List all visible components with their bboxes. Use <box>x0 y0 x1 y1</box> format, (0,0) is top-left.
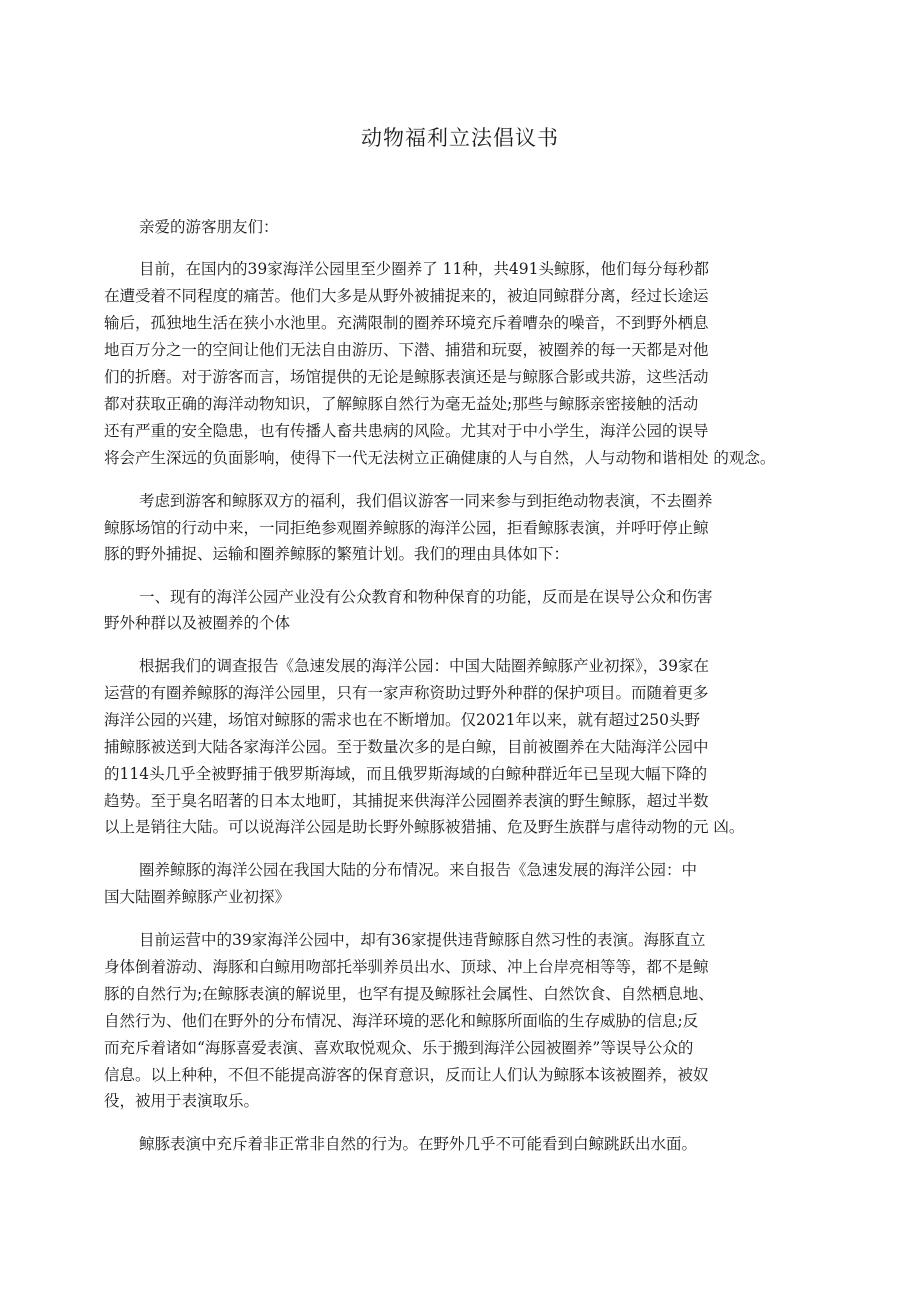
paragraph-line: 根据我们的调查报告《急速发展的海洋公园：中国大陆圈养鲸豚产业初探》，39家在 <box>139 657 709 675</box>
paragraph-line: 趋势。至于臭名昭著的日本太地町，其捕捉来供海洋公园圈养表演的野生鲸豚，超过半数 <box>104 792 709 810</box>
paragraph-line: 们的折磨。对于游客而言，场馆提供的无论是鲸豚表演还是与鲸豚合影或共游，这些活动 <box>104 368 709 386</box>
paragraph-line: 还有严重的安全隐患，也有传播人畜共患病的风险。尤其对于中小学生，海洋公园的误导 <box>104 422 709 440</box>
paragraph-line: 圈养鲸豚的海洋公园在我国大陆的分布情况。来自报告《急速发展的海洋公园：中 <box>139 861 698 879</box>
paragraph-line: 信息。以上种种，不但不能提高游客的保育意识，反而让人们认为鲸豚本该被圈养，被奴 <box>104 1066 709 1084</box>
paragraph-line: 豚的野外捕捉、运输和圈养鲸豚的繁殖计划。我们的理由具体如下： <box>104 545 570 563</box>
paragraph-line: 身体倒着游动、海豚和白鲸用吻部托举驯养员出水、顶球、冲上台岸亮相等等，都不是鲸 <box>104 958 709 976</box>
paragraph-line: 都对获取正确的海洋动物知识，了解鲸豚自然行为毫无益处;那些与鲸豚亲密接触的活动 <box>104 395 699 413</box>
paragraph-line: 输后，孤独地生活在狭小水池里。充满限制的圈养环境充斥着嘈杂的噪音，不到野外栖息 <box>104 314 709 332</box>
document-title: 动物福利立法倡议书 <box>361 126 559 150</box>
paragraph-line: 捕鲸豚被送到大陆各家海洋公园。至于数量次多的是白鲸，目前被圈养在大陆海洋公园中 <box>104 738 709 756</box>
paragraph-line: 役，被用于表演取乐。 <box>104 1092 260 1110</box>
section-heading-line: 一、现有的海洋公园产业没有公众教育和物种保育的功能，反而是在误导公众和伤害 <box>139 588 713 606</box>
paragraph-line: 海洋公园的兴建，场馆对鲸豚的需求也在不断增加。仅2021年以来，就有超过250头野 <box>104 711 701 729</box>
paragraph-line: 目前，在国内的39家海洋公园里至少圈养了 11种，共491头鲸豚，他们每分每秒都 <box>139 260 709 278</box>
paragraph-line: 目前运营中的39家海洋公园中，却有36家提供违背鲸豚自然习性的表演。海豚直立 <box>139 931 706 949</box>
paragraph-line: 国大陆圈养鲸豚产业初探》 <box>104 888 291 906</box>
paragraph-line: 豚的自然行为;在鲸豚表演的解说里，也罕有提及鲸豚社会属性、白然饮食、自然栖息地、 <box>104 985 714 1003</box>
paragraph-line: 在遭受着不同程度的痛苦。他们大多是从野外被捕捉来的，被迫同鲸群分离，经过长途运 <box>104 287 709 305</box>
paragraph-line: 鲸豚场馆的行动中来，一同拒绝参观圈养鲸豚的海洋公园，拒看鲸豚表演，并呼吁停止鲸 <box>104 519 709 537</box>
paragraph-line: 将会产生深远的负面影响，使得下一代无法树立正确健康的人与自然，人与动物和谐相处 的观念。 <box>104 449 776 467</box>
salutation: 亲爱的游客朋友们： <box>139 218 279 236</box>
paragraph-line: 鲸豚表演中充斥着非正常非自然的行为。在野外几乎不可能看到白鲸跳跃出水面。 <box>139 1135 698 1153</box>
paragraph-line: 地百万分之一的空间让他们无法自由游历、下潜、捕猎和玩耍，被圈养的每一天都是对他 <box>104 341 709 359</box>
paragraph-line: 而充斥着诸如“海豚喜爱表演、喜欢取悦观众、乐于搬到海洋公园被圈养”等误导公众的 <box>104 1039 694 1057</box>
paragraph-line: 的114头几乎全被野捕于俄罗斯海域，而且俄罗斯海域的白鲸种群近年已呈现大幅下降的 <box>104 765 708 783</box>
paragraph-line: 运营的有圈养鲸豚的海洋公园里，只有一家声称资助过野外种群的保护项目。而随着更多 <box>104 684 709 702</box>
paragraph-line: 自然行为、他们在野外的分布情况、海洋环境的恶化和鲸豚所面临的生存威胁的信息;反 <box>104 1012 699 1030</box>
section-heading-line: 野外种群以及被圈养的个体 <box>104 614 291 632</box>
paragraph-line: 考虑到游客和鲸豚双方的福利，我们倡议游客一同来参与到拒绝动物表演，不去圈养 <box>139 492 713 510</box>
paragraph-line: 以上是销往大陆。可以说海洋公园是助长野外鲸豚被猎捕、危及野生族群与虐待动物的元 凶。 <box>104 818 745 836</box>
